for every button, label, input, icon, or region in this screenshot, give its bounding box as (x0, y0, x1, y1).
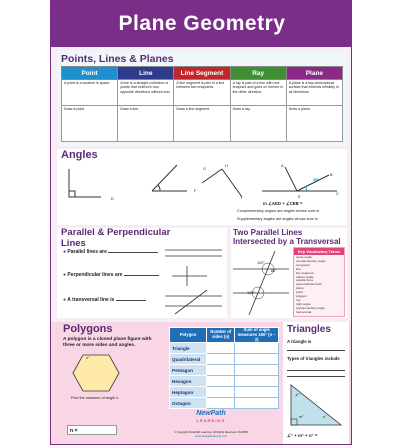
definition-line-segment: A line segment is part of a line between two endpoints. (174, 80, 230, 106)
vocabulary-term: acute angle (296, 255, 312, 259)
supplementary-text: Supplementary angles are angles whose sum is (237, 217, 318, 221)
angle-60: 60° (271, 269, 277, 273)
cell-blank (235, 354, 279, 365)
vocabulary-term: complementary angle (296, 258, 326, 263)
find-angle-text: Find the measure of angle n. (71, 396, 120, 400)
parallel-prompt: ● Parallel lines are (63, 250, 158, 255)
transversal-title: Two Parallel Lines Intersected by a Transversal (233, 228, 341, 246)
logo-top: NewPath (196, 410, 226, 417)
answer-line (287, 350, 345, 351)
types-prompt: Types of triangles include (287, 356, 340, 361)
cell-blank (207, 376, 235, 387)
label-h: H (225, 164, 228, 168)
terms-table (61, 66, 343, 142)
definition-ray: A ray is part of a line with one endpoint and goes on forever in the other direction. (230, 80, 286, 106)
polygon-definition: A polygon is a closed plane figure with three or more sides and angles. (63, 337, 152, 348)
vocabulary-term: polygon (296, 294, 307, 299)
triangle-angle-m: m° (299, 415, 304, 419)
cell-blank (207, 343, 235, 354)
vocabulary-term: supplementary angle (296, 305, 325, 310)
angle-120-top: 120° (257, 261, 265, 265)
triangle-figure (287, 381, 345, 429)
vocabulary-title: Key Vocabulary Terms (294, 248, 344, 255)
vocabulary-term: perpendicular lines (296, 282, 322, 287)
row-quadrilateral: Quadrilateral (170, 354, 207, 365)
cell-blank (235, 387, 279, 398)
polygon-table (169, 327, 279, 409)
label-i: I (241, 196, 243, 200)
row-heptagon: Heptagon (170, 387, 207, 398)
poster (50, 0, 352, 445)
angle-120-bottom: 120° (247, 291, 255, 295)
header-point: Point (62, 67, 118, 80)
parallel-figures (57, 228, 227, 318)
header-line: Line (118, 67, 174, 80)
transversal-prompt: ● A transversal line is (63, 298, 146, 303)
angles-diagram (57, 161, 347, 225)
draw-ray: Draw a ray. (230, 106, 286, 142)
hexagon-angle-label: n° (86, 356, 90, 360)
cell-blank (235, 376, 279, 387)
label-g: G (203, 167, 206, 171)
cell-blank (207, 398, 235, 409)
parallel-title: Parallel & Perpendicular Lines (61, 227, 171, 249)
draw-line: Draw a line. (118, 106, 174, 142)
cell-blank (207, 354, 235, 365)
definition-plane: A plane is a two-dimensional surface that extends infinitely in all directions. (286, 80, 342, 106)
row-hexagon: Hexagon (170, 376, 207, 387)
draw-plane: Draw a plane. (286, 106, 342, 142)
transversal-diagram (231, 249, 291, 317)
polygons-title: Polygons (63, 323, 113, 335)
perpendicular-prompt: ● Perpendicular lines are (63, 273, 159, 278)
website-url: www.newpathlearning.com (195, 435, 227, 438)
draw-line-segment: Draw a line segment. (174, 106, 230, 142)
polygon-header: Polygon (170, 328, 207, 343)
definition-line: A line is a straight collection of points that extend in two opposite directions without end. (118, 80, 174, 106)
page-title: Plane Geometry (51, 1, 352, 47)
logo-bottom: LEARNING (196, 418, 226, 423)
vocabulary-term: line (296, 266, 301, 271)
label-d: D (111, 197, 114, 201)
label-e: E (298, 195, 301, 199)
triangle-prompt: A triangle is (287, 339, 312, 344)
vocabulary-box (293, 247, 345, 317)
cell-blank (207, 365, 235, 376)
row-octagon: Octagon (170, 398, 207, 409)
row-pentagon: Pentagon (170, 365, 207, 376)
angle-35: 35° (313, 178, 319, 182)
vocabulary-list (294, 255, 344, 316)
supplementary-figure (262, 167, 337, 191)
angles-title: Angles (61, 149, 98, 161)
draw-point: Draw a point. (62, 106, 118, 142)
n-equals-box: n = (67, 425, 117, 435)
vocabulary-term: point (296, 290, 303, 295)
vocabulary-term: right angle (296, 301, 311, 306)
triangles-title: Triangles (287, 324, 331, 335)
label-f: F (194, 189, 197, 193)
acute-angle-figure (152, 165, 187, 191)
answer-line (287, 370, 345, 371)
sum-header: Sum of angle measures 180° (n − 2) (235, 328, 279, 343)
right-angle-figure (69, 169, 101, 197)
obtuse-angle-figure (202, 169, 242, 197)
triangle-equation: ∠° + m° + n° = (287, 433, 318, 438)
vocabulary-term: parallel lines (296, 278, 314, 283)
vocabulary-term: ray (296, 297, 301, 302)
points-lines-title: Points, Lines & Planes (61, 53, 174, 65)
header-ray: Ray (230, 67, 286, 80)
hexagon-figure (71, 353, 121, 393)
answer-line (287, 376, 345, 377)
sides-header: Number of sides (n) (207, 328, 235, 343)
header-plane: Plane (286, 67, 342, 80)
label-a: A (281, 164, 284, 168)
triangle-angle-l: ∠° (295, 393, 300, 397)
triangle-angle-n: n° (323, 415, 327, 419)
vocabulary-term: line segment (296, 270, 314, 275)
cell-blank (235, 398, 279, 409)
label-b: B (330, 173, 333, 177)
cell-blank (235, 343, 279, 354)
complementary-text: Complementary angles are angles whose sum is (237, 209, 319, 213)
definition-point: A point is a location in space. (62, 80, 118, 106)
vocabulary-term: congruent (296, 262, 310, 267)
newpath-logo (191, 409, 231, 433)
header-line-segment: Line Segment (174, 67, 230, 80)
cell-blank (207, 387, 235, 398)
cell-blank (235, 365, 279, 376)
copyright-text: © Copyright NewPath Learning. All Rights Reserved. 93-4805 (174, 431, 248, 434)
vocabulary-term: obtuse angle (296, 274, 314, 279)
label-c: C (336, 192, 339, 196)
vocabulary-term: plane (296, 286, 304, 291)
angle-equation: m ∠AED + ∠CEB = (263, 201, 303, 206)
vocabulary-term: transversal (296, 309, 312, 314)
row-triangle: Triangle (170, 343, 207, 354)
